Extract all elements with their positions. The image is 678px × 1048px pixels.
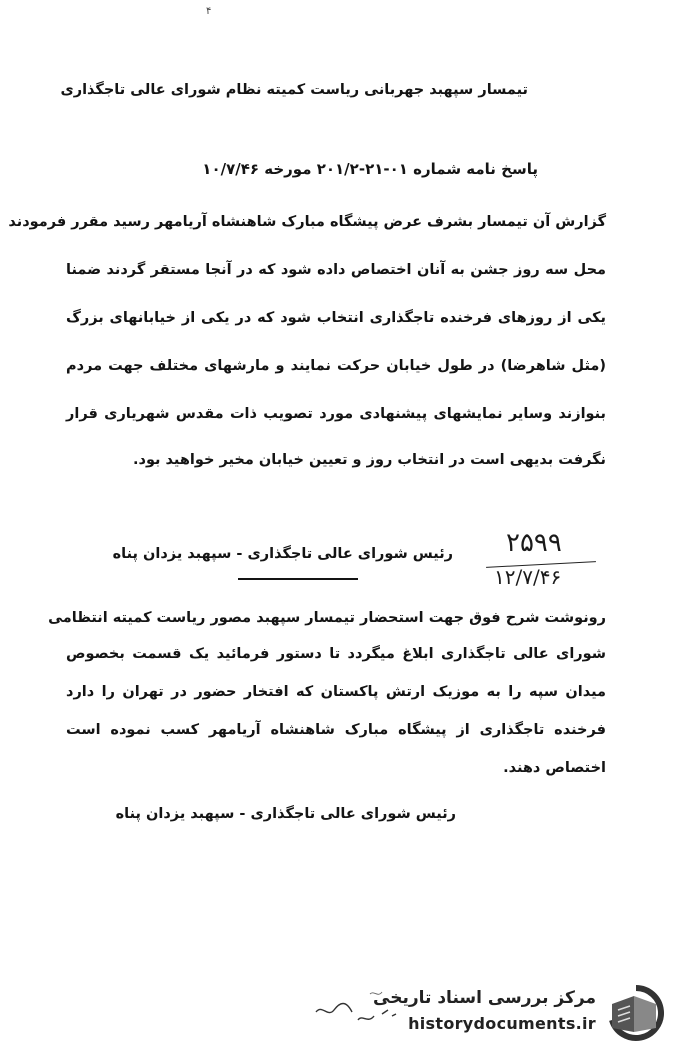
- signature-underline: [238, 578, 358, 580]
- body-line: نگرفت بدیهی است در انتخاب روز و تعیین خیابان مخیر خواهید بود.: [133, 452, 606, 468]
- copy-line: رونوشت شرح فوق جهت استحضار تیمسار سپهبد مصور ریاست کمیته انتظامی: [48, 610, 606, 626]
- handwritten-date: ۱۲/۷/۴۶: [494, 565, 562, 589]
- archive-logo-icon: [604, 984, 668, 1042]
- watermark-persian: مرکز بررسی اسناد تاریخی: [373, 988, 596, 1008]
- body-line: بنوازند وسایر نمایشهای پیشنهادی مورد تصویب ذات مقدس شهریاری قرار: [66, 406, 606, 422]
- handwritten-number: ۲۵۹۹: [506, 528, 562, 558]
- signature-block: رئیس شورای عالی تاجگذاری - سپهبد یزدان پناه: [112, 546, 453, 562]
- body-line: یکی از روزهای فرخنده تاجگذاری انتخاب شود که در یکی از خیابانهای بزرگ: [66, 310, 606, 326]
- copy-line: اختصاص دهند.: [503, 760, 606, 776]
- signature-block: رئیس شورای عالی تاجگذاری - سپهبد یزدان پناه: [115, 806, 456, 822]
- body-line: گزارش آن تیمسار بشرف عرض پیشگاه مبارک شاهنشاه آریامهر رسید مقرر فرمودند: [8, 214, 606, 230]
- copy-line: فرخنده تاجگذاری از پیشگاه مبارک شاهنشاه آریامهر کسب نموده است: [66, 722, 606, 738]
- copy-line: میدان سپه را به موزیک ارتش پاکستان که افتخار حضور در تهران را دارد: [66, 684, 606, 700]
- watermark-url: historydocuments.ir: [408, 1014, 596, 1033]
- copy-line: شورای عالی تاجگذاری ابلاغ میگردد تا دستور فرمائید یک قسمت بخصوص: [66, 646, 606, 662]
- page-mark: ۴: [206, 6, 212, 17]
- reference-line: پاسخ نامه شماره ۰۱-۲۱-۲۰۱/۲ مورخه ۱۰/۷/۴۶: [202, 160, 538, 178]
- body-line: محل سه روز جشن به آنان اختصاص داده شود که در آنجا مستقر گردند ضمنا: [66, 262, 606, 278]
- document-header: تیمسار سپهبد جهربانی ریاست کمیته نظام شورای عالی تاجگذاری: [60, 82, 528, 98]
- body-line: (مثل شاهرضا) در طول خیابان حرکت نمایند و مارشهای مختلف جهت مردم: [66, 358, 606, 374]
